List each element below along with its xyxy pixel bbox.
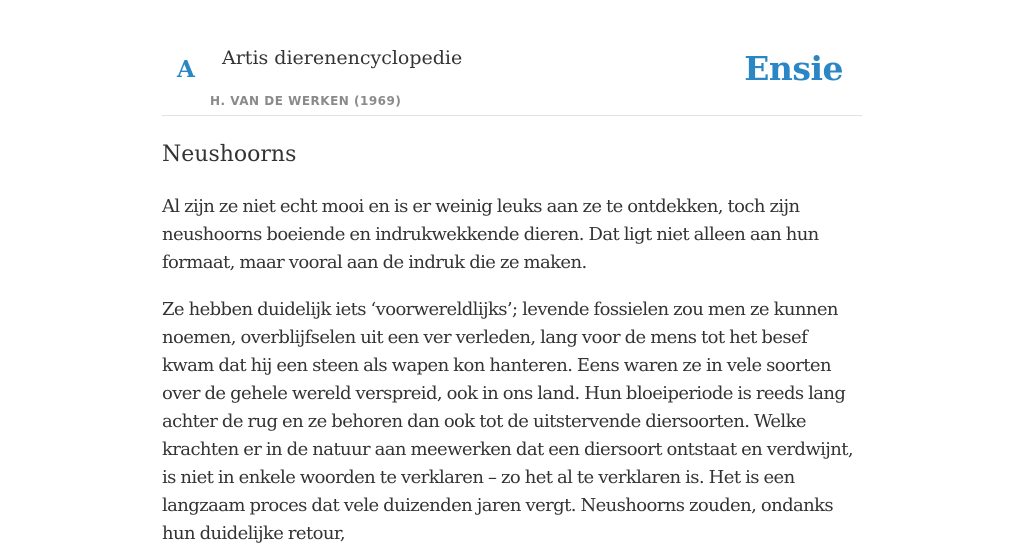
article-paragraph: Al zijn ze niet echt mooi en is er weinig leuks aan ze te ontdekken, toch zijn neushoorns boeiende en indrukwekkende dieren. Dat ligt niet alleen aan hun formaat, maar vooral aan de indruk die ze maken.	[162, 196, 819, 273]
book-author: H. VAN DE WERKEN (1969)	[210, 94, 402, 108]
article-page	[162, 0, 862, 544]
book-title-link[interactable]: Artis dierenencyclopedie	[222, 47, 463, 69]
page-header	[162, 0, 862, 116]
article-paragraph: Ze hebben duidelijk iets ‘voorwereldlijks’; levende fossielen zou men ze kunnen noemen, overblijfselen uit een ver verleden, lang voor de mens tot het besef kwam dat hij een steen als wapen kon hanteren. Eens waren ze in vele soorten over de gehele wereld verspreid, ook in ons land. Hun bloeiperiode is reeds lang achter de rug en ze behoren dan ook tot de uitstervende diersoorten. Welke krachten er in de natuur aan meewerken dat een diersoort ontstaat en verdwijnt, is niet in enkele woorden te verklaren – zo het al te verklaren is. Het is een langzaam proces dat vele duizenden jaren vergt. Neushoorns zouden, ondanks hun duidelijke retour,	[162, 299, 854, 544]
letter-index-link[interactable]: A	[177, 56, 195, 83]
article-body	[162, 193, 862, 548]
article-title: Neushoorns	[162, 142, 297, 167]
ensie-logo[interactable]: Ensie	[744, 49, 843, 88]
